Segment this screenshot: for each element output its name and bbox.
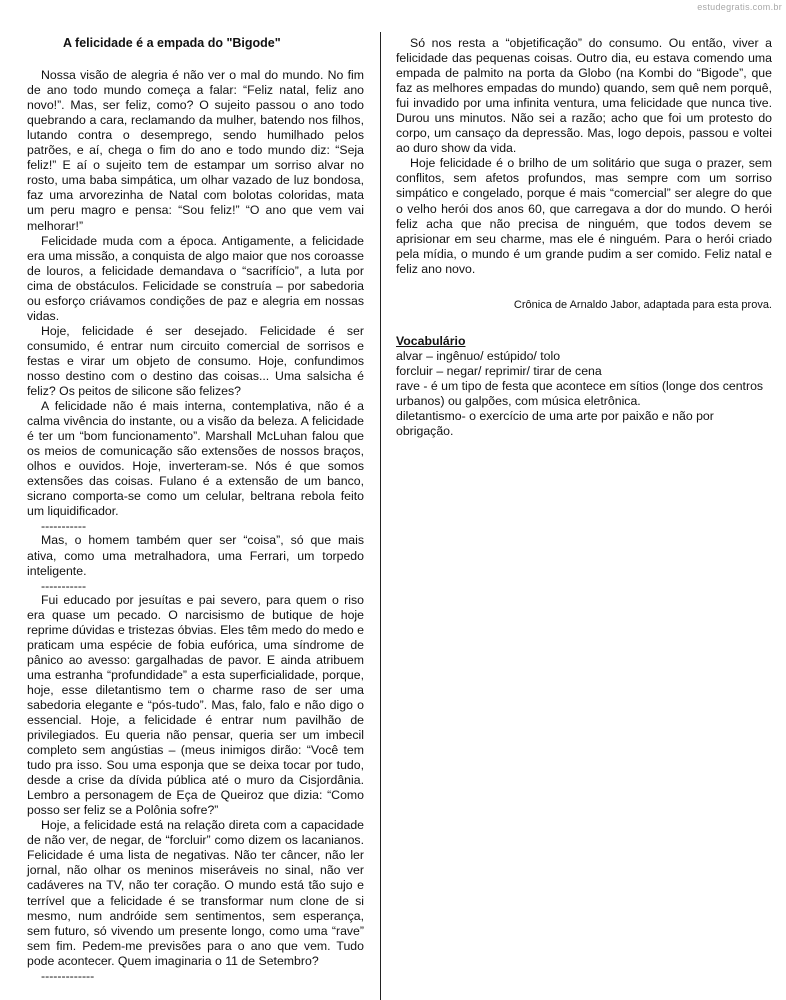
paragraph: Hoje felicidade é o brilho de um solitário que suga o prazer, sem conflitos, sem afetos profundos, mas sempre com um sorriso simpático e congelado, porque é mais “comercial” ser alegre do que o velho herói dos anos 60, que carregava a dor do mundo. O herói feliz acha que não precisa de ninguém, que todos devem se aprisionar em seu charme, mas ele é ninguém. Para o herói criado pela mídia, o mundo é um grande pudim a ser comido. Feliz natal e feliz ano novo. (396, 156, 772, 276)
vocabulary-item: alvar – ingênuo/ estúpido/ tolo (396, 348, 561, 363)
paragraph: Hoje, a felicidade está na relação direta com a capacidade de não ver, de negar, de “forcluir” como dizem os lacanianos. Felicidade é uma lista de negativas. Não ter câncer, não ler jornal, não olhar os meninos miseráveis no sinal, não ver cadáveres na TV, não ter coração. O mundo está tão sujo e terrível que a felicidade é se transformar num clone de si mesmo, num andróide sem sentimentos, sem esperança, sem futuro, só vivendo um presente longo, como uma “rave” sem fim. Pedem-me previsões para o ano que vem. Tudo pode acontecer. Quem imaginaria o 11 de Setembro? (27, 818, 364, 968)
paragraph: Fui educado por jesuítas e pai severo, para quem o riso era quase um pecado. O narcisismo de butique de hoje reprime dúvidas e tristezas óbvias. Eles têm medo do medo e praticam uma espécie de fobia eufórica, uma síndrome de pânico ao avesso: gargalhadas de pavor. E ainda atribuem uma estranha “profundidade” a esta superficialidade, porque, hoje, esse diletantismo tem o charme raso de ser uma sabedoria elegante e “pós-tudo”. Mas, falo, falo e não digo o essencial. Hoje, a felicidade é entrar num pavilhão de privilegiados. Eu queria não pensar, queria ser um imbecil completo sem angústias – (meus inimigos dirão: “Você tem tudo pra isso. Sou uma esponja que se deixa tocar por tudo, desde a crise da dívida pública até o muro da Cisjordânia. Lembro a personagem de Eça de Queiroz que dizia: “Como posso ser feliz se a Polônia sofre?” (27, 592, 364, 818)
paragraph: Mas, o homem também quer ser “coisa”, só que mais ativa, como uma metralhadora, uma Ferrari, um torpedo inteligente. (27, 533, 364, 578)
section-separator: ------------- (41, 968, 95, 983)
watermark: estudegratis.com.br (697, 2, 782, 12)
paragraph: Nossa visão de alegria é não ver o mal do mundo. No fim de ano todo mundo começa a falar: “Feliz natal, feliz ano novo!”. Mas, ser feliz, como? O sujeito passou o ano todo quebrando a cara, reclamando da mulher, batendo nos filhos, lutando contra o desemprego, sendo humilhado pelos patrões, e aí, chega o fim do ano e todo mundo diz: “Seja feliz!” E aí o sujeito tem de estampar um sorriso alvar no rosto, uma baba simpática, um olhar vazado de luz bondosa, faz uma arvorezinha de Natal com bolotas coloridas, mata um peru magro e pensa: “Sou feliz!” “O ano que vem vai melhorar!” (27, 68, 364, 233)
left-column (27, 36, 364, 983)
section-separator: ----------- (41, 578, 87, 593)
paragraph: Só nos resta a “objetificação” do consumo. Ou então, viver a felicidade das pequenas coisas. Outro dia, eu estava comendo uma empada de palmito na porta da Globo (na Kombi do “Bigode”, que faz as melhores empadas do mundo) quando, sem quê nem porquê, fui invadido por uma infinita ventura, uma felicidade que nunca tive. Durou uns minutos. Não sei a razão; acho que foi um protesto do corpo, um cansaço da depressão. Mas, logo depois, passou e voltei ao duro show da vida. (396, 36, 772, 156)
paragraph: A felicidade não é mais interna, contemplativa, não é a calma vivência do instante, ou a visão da beleza. A felicidade é ter um “bom funcionamento”. Marshall McLuhan falou que os meios de comunicação são extensões de nossos braços, olhos e ouvidos. Hoje, inverteram-se. Nós é que somos extensões das coisas. Fulano é a extensão de um banco, sicrano comporta-se como um celular, beltrana rebola feito um liquidificador. (27, 399, 364, 519)
section-separator: ----------- (41, 519, 87, 534)
vocabulary-item: diletantismo- o exercício de uma arte por paixão e não por obrigação. (396, 409, 714, 439)
paragraph: Hoje, felicidade é ser desejado. Felicidade é ser consumido, é entrar num circuito comercial de sorrisos e festas e virar um objeto de consumo. Hoje, confundimos nosso destino com o destino das coisas... Uma salsicha é feliz? Os peitos de silicone são felizes? (27, 323, 364, 399)
article-title: A felicidade é a empada do "Bigode" (63, 36, 281, 50)
right-column (396, 36, 772, 439)
vocabulary-item: rave - é um tipo de festa que acontece em sítios (longe dos centros urbanos) ou galpões, com música eletrônica. (396, 378, 764, 408)
vocabulary-item: forcluir – negar/ reprimir/ tirar de cena (396, 363, 602, 378)
column-divider (380, 32, 381, 1000)
paragraph: Felicidade muda com a época. Antigamente, a felicidade era uma missão, a conquista de algo maior que nos coroasse de louros, a felicidade demandava o “sacrifício”, a luta por cima de obstáculos. Felicidade se construía – por sabedoria ou esforço criávamos condições de paz e alegria em nossas vidas. (27, 233, 364, 323)
vocabulary-heading: Vocabulário (396, 333, 466, 348)
author-credit: Crônica de Arnaldo Jabor, adaptada para esta prova. (513, 298, 772, 311)
